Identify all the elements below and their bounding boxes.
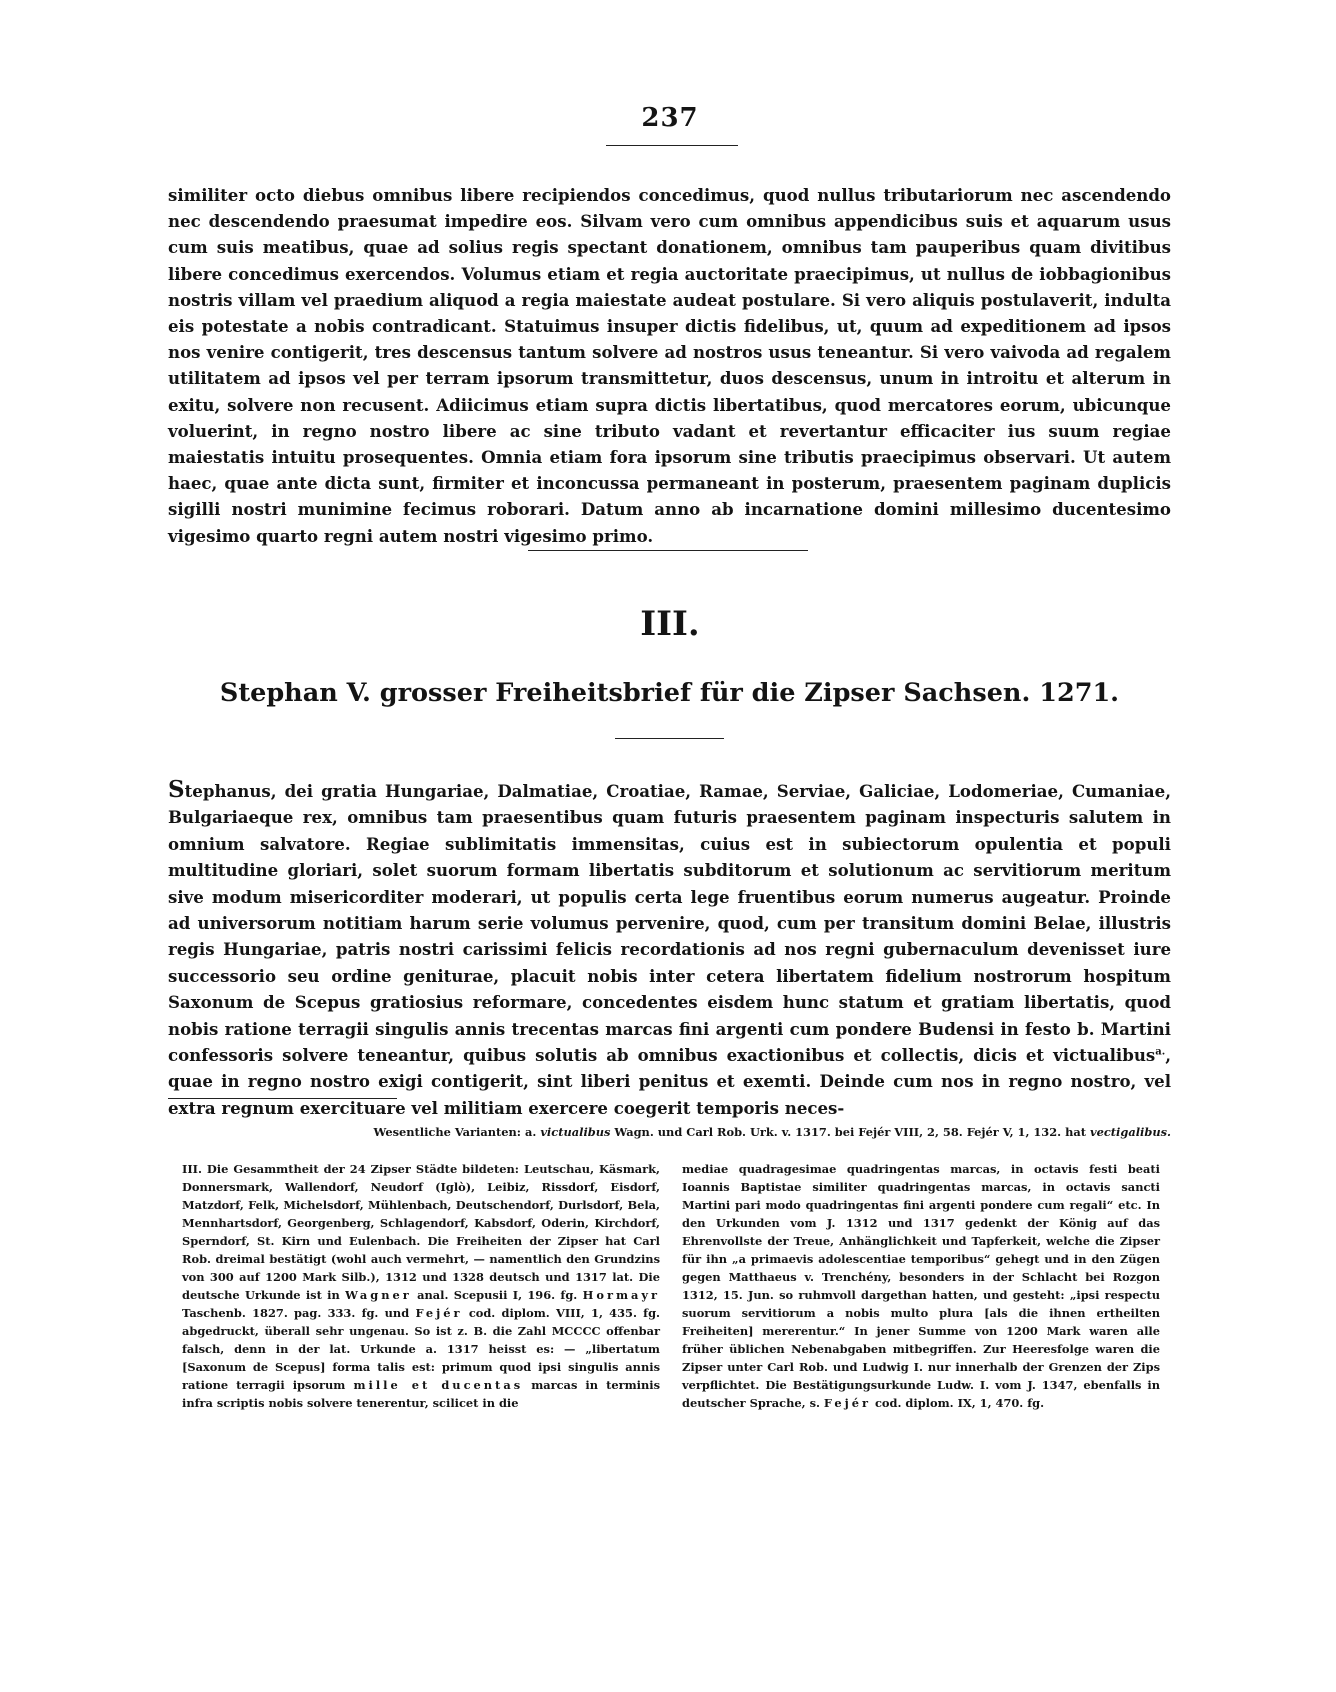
note-mark: a. (1155, 1046, 1166, 1058)
footnote-text: Taschenb. 1827. pag. 333. fg. und (182, 1306, 410, 1320)
title-rule (615, 738, 724, 739)
footnote-rule (168, 1098, 397, 1099)
section-title: Stephan V. grosser Freiheitsbrief für die Zipser Sachsen. 1271. (219, 678, 1120, 708)
footnote-author: Hormayr (582, 1288, 660, 1302)
footnote-left-column (182, 1160, 660, 1412)
initial-letter: S (168, 776, 185, 803)
paragraph-2 (168, 777, 1171, 1121)
section-divider (528, 550, 808, 551)
variants-note (168, 1125, 1171, 1139)
footnote-text: anal. Scepusii I, 196. fg. (417, 1288, 578, 1302)
footnote-text: cod. diplom. IX, 1, 470. fg. (874, 1396, 1045, 1410)
page-number-rule (606, 145, 738, 146)
section-number: III. (640, 604, 700, 644)
footnote-author: Fejér (823, 1396, 872, 1410)
variants-text: Wagn. und Carl Rob. Urk. v. 1317. bei Fejér VIII, 2, 58. Fejér V, 1, 132. hat (614, 1125, 1087, 1139)
variants-label: Wesentliche Varianten: (373, 1125, 522, 1139)
variants-alt-word: vectigalibus. (1089, 1125, 1171, 1139)
footnote-right-column (682, 1160, 1160, 1412)
variants-mark: a. (524, 1125, 537, 1139)
footnote-text: mediae quadragesimae quadringentas marcas, in octavis festi beati Ioannis Baptistae similiter quadringentas marcas, in octavis sancti Martini pari modo quadringentas fini argenti pondere cum regali“ etc. In den Urkunden vom J. 1312 und 1317 gedenkt der König auf das Ehrenvollste der Treue, Anhänglichkeit und Tapferkeit, welche die Zipser für ihn „a primaevis adolescentiae temporibus“ gehegt und in den Zügen gegen Matthaeus v. Trenchény, besonders in der Schlacht bei Rozgon 1312, 15. Jun. so ruhmvoll dargethan hatten, und gesteht: „ipsi respectu suorum servitiorum a nobis multo plura [als die ihnen ertheilten Freiheiten] mererentur.“ In jener Summe von 1200 Mark waren alle früher üblichen Nebenabgaben mitbegriffen. Zur Heeresfolge waren die Zipser unter Carl Rob. und Ludwig I. nur innerhalb der Grenzen der Zips verpflichtet. Die Bestätigungsurkunde Ludw. I. vom J. 1347, ebenfalls in deutscher Sprache, s. (682, 1162, 1160, 1410)
footnote-text: III. Die Gesammtheit der 24 Zipser Städte bildeten: Leutschau, Käsmark, Donnersmark, Wallendorf, Neudorf (Iglò), Leibiz, Rissdorf, Eisdorf, Matzdorf, Felk, Michelsdorf, Mühlenbach, Deutschendorf, Durlsdorf, Bela, Mennhartsdorf, Georgenberg, Schlagendorf, Kabsdorf, Oderin, Kirchdorf, Sperndorf, St. Kirn und Eulenbach. Die Freiheiten der Zipser hat Carl Rob. dreimal bestätigt (wohl auch vermehrt, — namentlich den Grundzins von 300 auf 1200 Mark Silb.), 1312 und 1328 deutsch und 1317 lat. Die deutsche Urkunde ist in (182, 1162, 660, 1302)
paragraph-2-text-b: , quae in regno nostro exigi contigerit, sint liberi penitus et exemti. Deinde cum nos in regno nostro, vel extra regnum exercituare vel militiam exercere coegerit temporis neces- (168, 1045, 1171, 1118)
footnote-author: Wagner (345, 1288, 412, 1302)
footnote-text: cod. diplom. VIII, 1, 435. fg. abgedruckt, überall sehr ungenau. So ist z. B. die Zahl MCCCC offenbar falsch, denn in der lat. Urkunde a. 1317 heisst es: — „libertatum [Saxonum de Scepus] forma talis est: primum quod ipsi singulis annis ratione terragii ipsorum (182, 1306, 661, 1392)
footnote-text: marcas in terminis infra scriptis nobis solvere tenerentur, scilicet in die (182, 1378, 660, 1410)
variants-word: victualibus (540, 1125, 611, 1139)
paragraph-2-text-a: tephanus, dei gratia Hungariae, Dalmatiae, Croatiae, Ramae, Serviae, Galiciae, Lodomeriae, Cumaniae, Bulgariaeque rex, omnibus tam praesentibus quam futuris praesentem paginam inspecturis salutem in omnium salvatore. Regiae sublimitatis immensitas, cuius est in subiectorum opulentia et populi multitudine gloriari, solet suorum formam libertatis subditorum et solutionum ac servitiorum meritum sive modum misericorditer moderari, ut populis certa lege fruentibus eorum numerus augeatur. Proinde ad universorum notitiam harum serie volumus pervenire, quod, cum per transitum domini Belae, illustris regis Hungariae, patris nostri carissimi felicis recordationis ad nos regni gubernaculum devenisset iure successorio seu ordine geniturae, placuit nobis inter cetera libertatem fidelium nostrorum hospitum Saxonum de Scepus gratiosius reformare, concedentes eisdem hunc statum et gratiam libertatis, quod nobis ratione terragii singulis annis trecentas marcas fini argenti cum pondere Budensi in festo b. Martini confessoris solvere teneantur, quibus solutis ab omnibus exactionibus et collectis, dicis et victualibus (168, 781, 1171, 1066)
page-number: 237 (641, 103, 699, 133)
paragraph-1: similiter octo diebus omnibus libere recipiendos concedimus, quod nullus tributariorum nec ascendendo nec descendendo praesumat impedire eos. Silvam vero cum omnibus appendicibus suis et aquarum usus cum suis meatibus, quae ad solius regis spectant donationem, omnibus tam pauperibus quam divitibus libere concedimus exercendos. Volumus etiam et regia auctoritate praecipimus, ut nullus de iobbagionibus nostris villam vel praedium aliquod a regia maiestate audeat postulare. Si vero aliquis postulaverit, indulta eis potestate a nobis contradicant. Statuimus insuper dictis fidelibus, ut, quum ad expeditionem ad ipsos nos venire contigerit, tres descensus tantum solvere ad nostros usus teneantur. Si vero vaivoda ad regalem utilitatem ad ipsos vel per terram ipsorum transmittetur, duos descensus, unum in introitu et alterum in exitu, solvere non recusent. Adiicimus etiam supra dictis libertatibus, quod mercatores eorum, ubicunque voluerint, in regno nostro libere ac sine tributo vadant et revertantur efficaciter ius suum regiae maiestatis intuitu prosequentes. Omnia etiam fora ipsorum sine tributis praecipimus observari. Ut autem haec, quae ante dicta sunt, firmiter et inconcussa permaneant in posterum, praesentem paginam duplicis sigilli nostri munimine fecimus roborari. Datum anno ab incarnatione domini millesimo ducentesimo vigesimo quarto regni autem nostri vigesimo primo. (168, 185, 1171, 546)
footnote-emphasis: mille et ducentas (353, 1378, 524, 1392)
footnote-author: Fejér (415, 1306, 463, 1320)
